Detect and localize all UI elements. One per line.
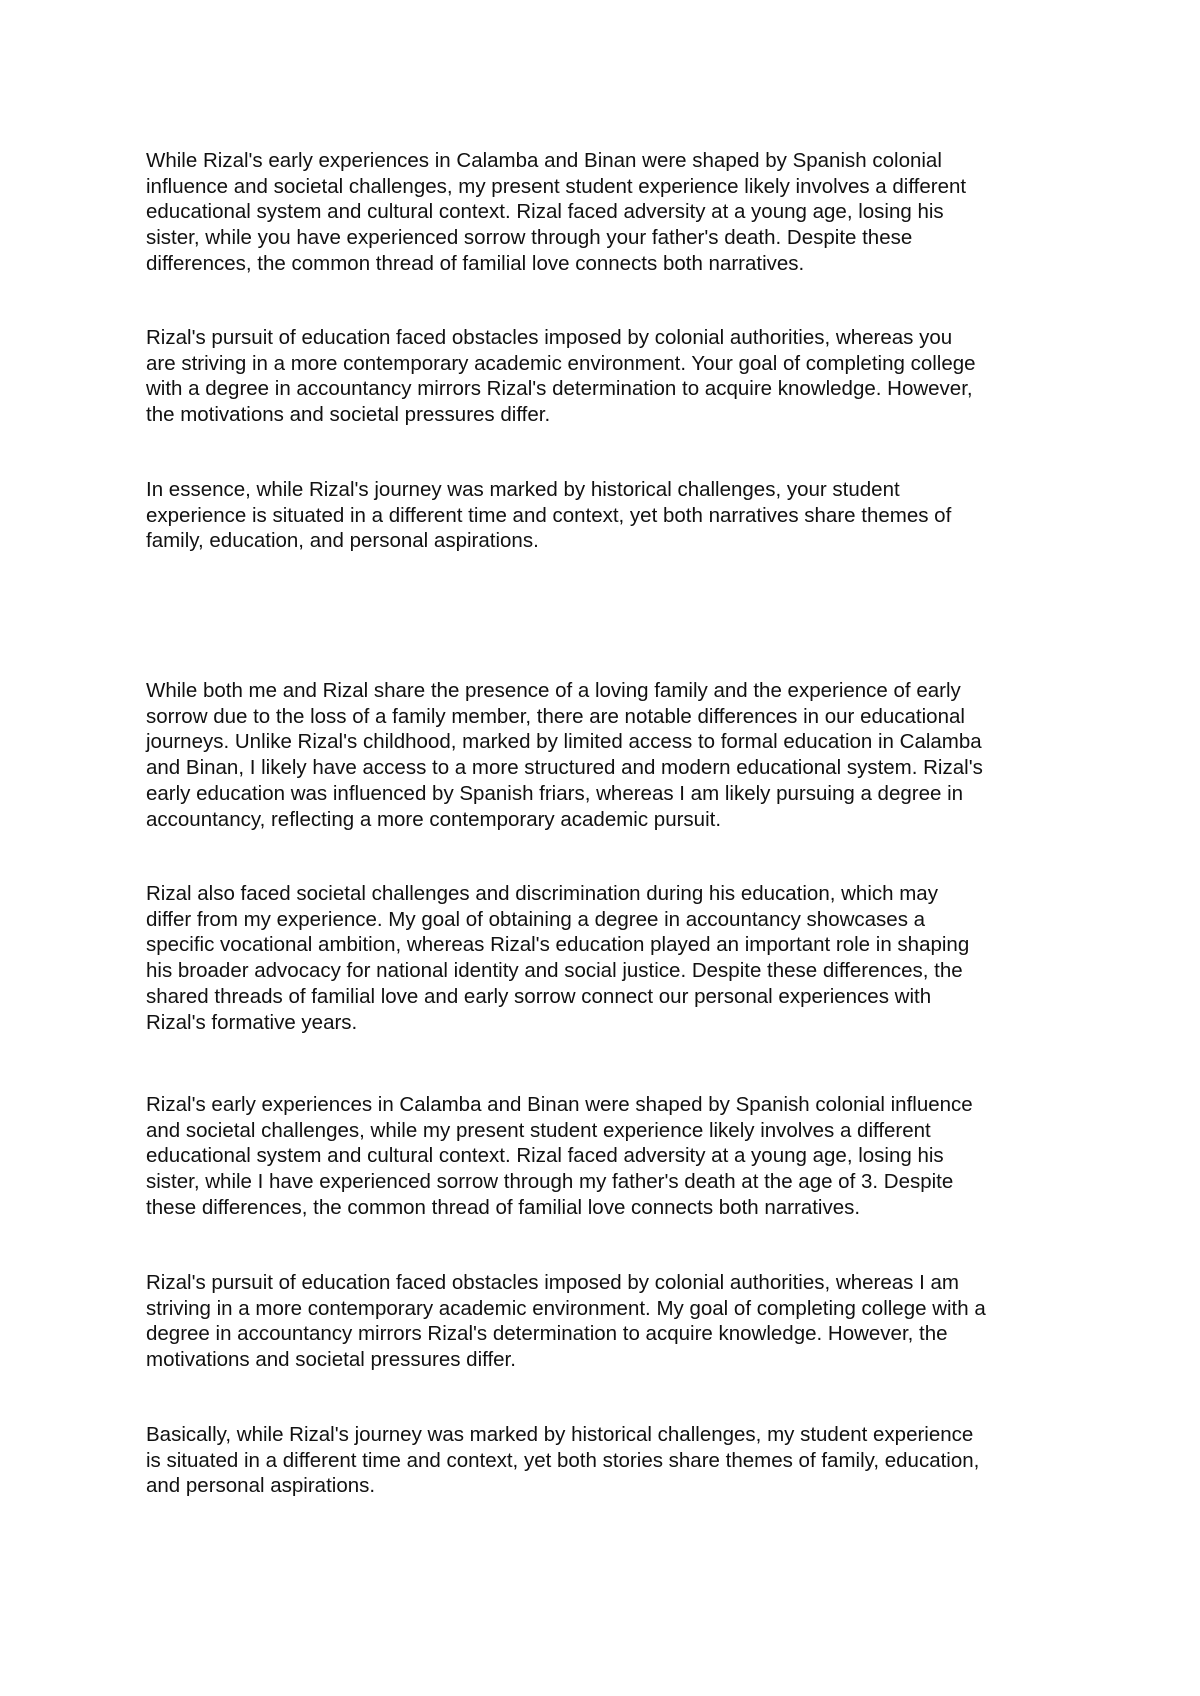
paragraph-4: While both me and Rizal share the presence of a loving family and the experience of early sorrow due to the loss of a family member, there are notable differences in our educational journeys. Unlike Rizal's childhood, marked by limited access to formal education in Calamba and Binan, I likely have access to a more structured and modern educational system. Rizal's early education was influenced by Spanish friars, whereas I am likely pursuing a degree in accountancy, reflecting a more contemporary academic pursuit. xyxy=(146,679,983,831)
paragraph-3: In essence, while Rizal's journey was marked by historical challenges, your student experience is situated in a different time and context, yet both narratives share themes of family, education, and personal aspirations. xyxy=(146,478,952,553)
paragraph-2: Rizal's pursuit of education faced obstacles imposed by colonial authorities, whereas you are striving in a more contemporary academic environment. Your goal of completing college with a degree in accountancy mirrors Rizal's determination to acquire knowledge. However, the motivations and societal pressures differ. xyxy=(146,326,976,427)
paragraph-6: Rizal's early experiences in Calamba and Binan were shaped by Spanish colonial influence and societal challenges, while my present student experience likely involves a different educational system and cultural context. Rizal faced adversity at a young age, losing his sister, while I have experienced sorrow through my father's death at the age of 3. Despite these differences, the common thread of familial love connects both narratives. xyxy=(146,1093,973,1219)
paragraph-7: Rizal's pursuit of education faced obstacles imposed by colonial authorities, whereas I am striving in a more contemporary academic environment. My goal of completing college with a degree in accountancy mirrors Rizal's determination to acquire knowledge. However, the motivations and societal pressures differ. xyxy=(146,1271,986,1372)
paragraph-8: Basically, while Rizal's journey was marked by historical challenges, my student experience is situated in a different time and context, yet both stories share themes of family, education, and personal aspirations. xyxy=(146,1423,980,1498)
paragraph-5: Rizal also faced societal challenges and discrimination during his education, which may differ from my experience. My goal of obtaining a degree in accountancy showcases a specific vocational ambition, whereas Rizal's education played an important role in shaping his broader advocacy for national identity and social justice. Despite these differences, the shared threads of familial love and early sorrow connect our personal experiences with Rizal's formative years. xyxy=(146,882,970,1034)
paragraph-1: While Rizal's early experiences in Calamba and Binan were shaped by Spanish colonial influence and societal challenges, my present student experience likely involves a different educational system and cultural context. Rizal faced adversity at a young age, losing his sister, while you have experienced sorrow through your father's death. Despite these differences, the common thread of familial love connects both narratives. xyxy=(146,149,967,275)
